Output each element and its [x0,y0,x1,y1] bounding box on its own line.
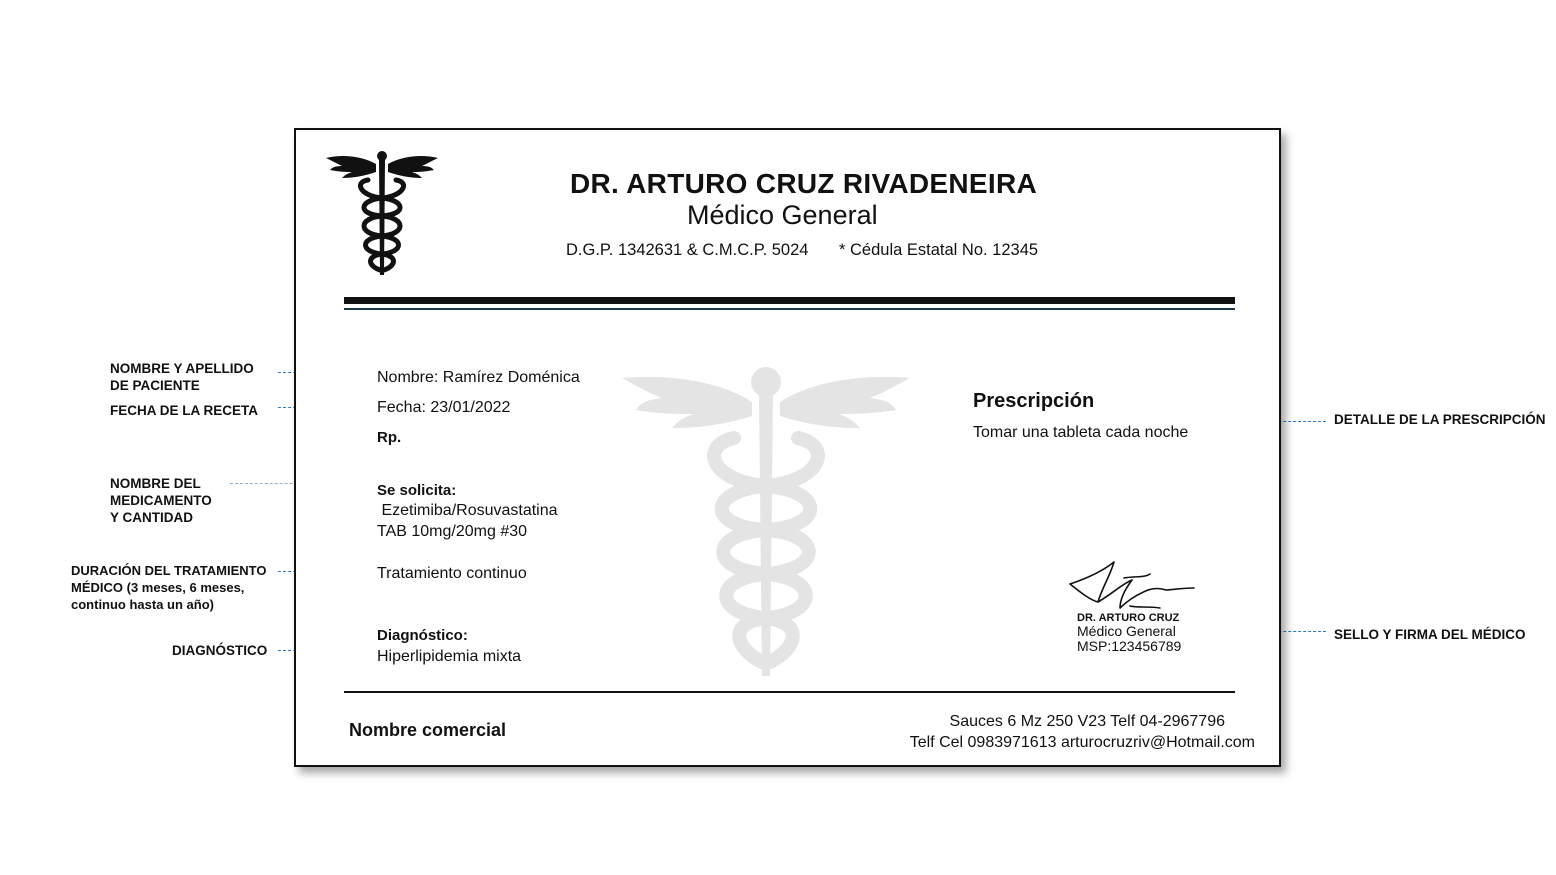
header-thin-rule [344,308,1235,310]
annotation-stamp-signature: SELLO Y FIRMA DEL MÉDICO [1334,627,1526,642]
doctor-specialty: Médico General [687,200,878,230]
annotation-medication: NOMBRE DEL MEDICAMENTO Y CANTIDAD [110,476,212,525]
signature-doctor-name: DR. ARTURO CRUZ [1077,612,1180,624]
medication-dose: TAB 10mg/20mg #30 [377,523,528,540]
prescription-date: Fecha: 23/01/2022 [377,399,511,416]
medication-name: Ezetimiba/Rosuvastatina [377,502,558,519]
footer-contact: Telf Cel 0983971613 arturocruzriv@Hotmail.com [909,734,1255,751]
patient-name: Nombre: Ramírez Doménica [377,369,580,386]
prescription-title: Prescripción [973,390,1095,412]
diagnosis-value: Hiperlipidemia mixta [377,648,522,665]
registration-number: D.G.P. 1342631 & C.M.C.P. 5024 [566,241,809,259]
diagnosis-label: Diagnóstico: [377,627,468,644]
caduceus-watermark-icon [622,366,910,682]
treatment-duration: Tratamiento continuo [377,565,527,582]
annotation-prescription-detail: DETALLE DE LA PRESCRIPCIÓN [1334,412,1546,427]
doctor-name: DR. ARTURO CRUZ RIVADENEIRA [570,168,1037,199]
annotation-date: FECHA DE LA RECETA [110,403,258,418]
signature-msp: MSP:123456789 [1077,638,1182,654]
state-license: * Cédula Estatal No. 12345 [839,241,1039,259]
signature-specialty: Médico General [1077,623,1176,639]
prescription-detail: Tomar una tableta cada noche [973,424,1189,441]
request-label: Se solicita: [377,482,457,499]
footer-address: Sauces 6 Mz 250 V23 Telf 04-2967796 [949,713,1225,730]
prescription-card [294,128,1281,767]
annotation-patient-name: NOMBRE Y APELLIDO DE PACIENTE [110,361,254,393]
annotation-duration: DURACIÓN DEL TRATAMIENTO MÉDICO (3 meses, 6 meses, continuo hasta un año) [71,563,267,612]
footer-rule [344,691,1235,693]
caduceus-logo-icon [324,150,440,278]
rp-label: Rp. [377,429,402,446]
brand-name: Nombre comercial [349,720,507,740]
annotation-diagnosis: DIAGNÓSTICO [172,643,268,658]
header-thick-rule [344,297,1235,304]
